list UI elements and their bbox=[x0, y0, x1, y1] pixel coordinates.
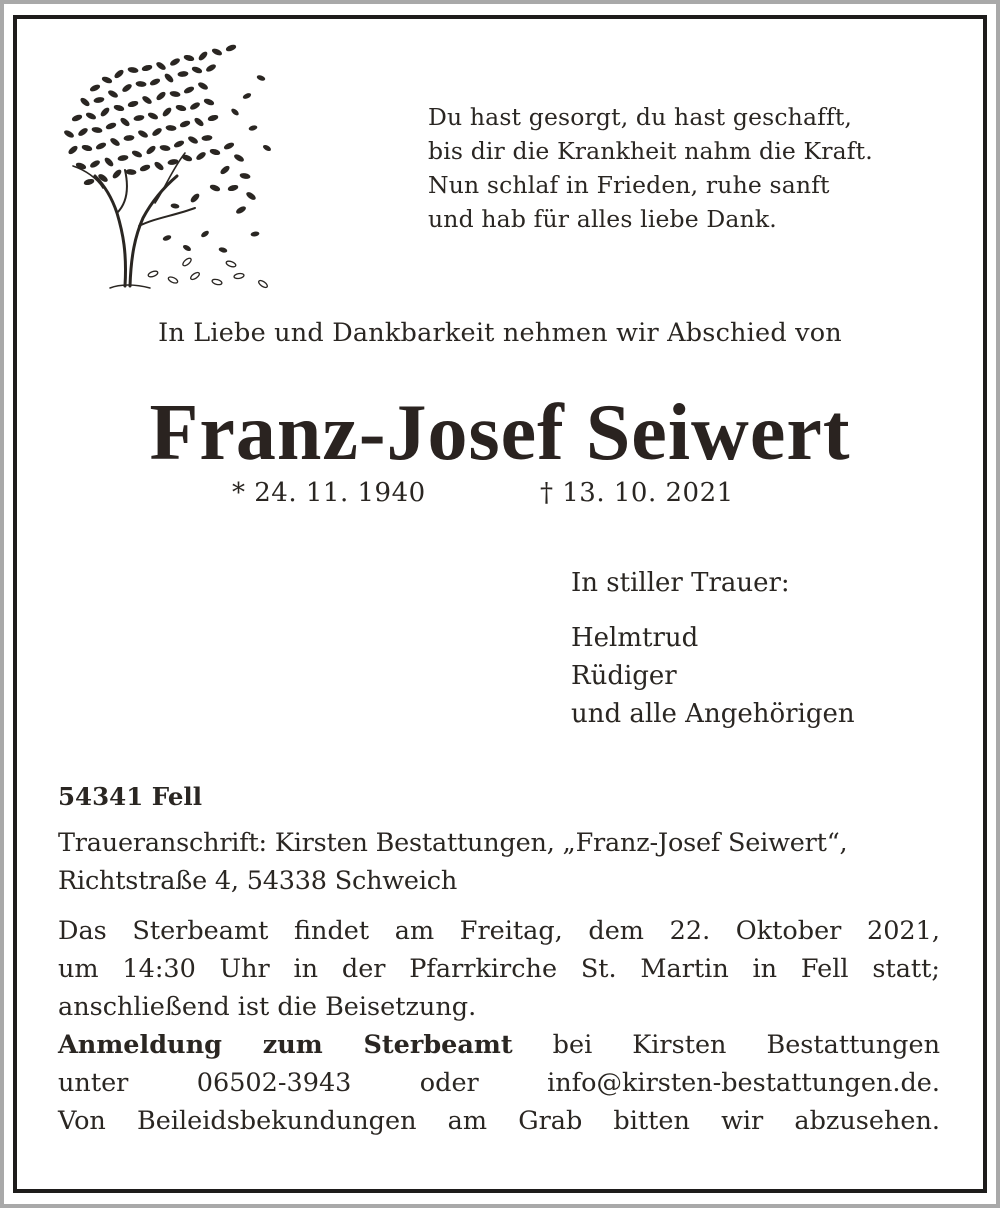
service-line: anschließend ist die Beisetzung. bbox=[58, 992, 477, 1022]
mourner-name: und alle Angehörigen bbox=[571, 699, 855, 729]
address-line: Richtstraße 4, 54338 Schweich bbox=[58, 866, 458, 896]
death-date: † 13. 10. 2021 bbox=[540, 478, 734, 508]
mourning-address bbox=[58, 824, 847, 900]
birth-date: * 24. 11. 1940 bbox=[232, 478, 426, 508]
poem-line: Du hast gesorgt, du hast geschafft, bbox=[428, 103, 853, 131]
mourners-block bbox=[571, 565, 855, 733]
mourner-name: Helmtrud bbox=[571, 623, 699, 653]
poem-line: und hab für alles liebe Dank. bbox=[428, 205, 777, 233]
service-line: um 14:30 Uhr in der Pfarrkirche St. Martin in Fell statt; bbox=[58, 954, 940, 984]
place: 54341 Fell bbox=[58, 782, 203, 811]
service-line: Das Sterbeamt findet am Freitag, dem 22. Oktober 2021, bbox=[58, 916, 940, 946]
service-registration-line bbox=[58, 1026, 940, 1064]
mourners-label: In stiller Trauer: bbox=[571, 568, 790, 598]
deceased-name: Franz-Josef Seiwert bbox=[149, 389, 851, 477]
farewell-intro: In Liebe und Dankbarkeit nehmen wir Abschied von bbox=[158, 318, 842, 348]
address-line: Traueranschrift: Kirsten Bestattungen, „Franz-Josef Seiwert“, bbox=[58, 828, 848, 858]
registration-label: Anmeldung zum Sterbeamt bbox=[58, 1030, 513, 1060]
contact-line: unter 06502-3943 oder info@kirsten-bestattungen.de. bbox=[58, 1068, 940, 1098]
tree-icon bbox=[55, 38, 280, 298]
service-line: Von Beileidsbekundungen am Grab bitten wir abzusehen. bbox=[58, 1106, 940, 1136]
poem-line: bis dir die Krankheit nahm die Kraft. bbox=[428, 137, 873, 165]
service-info bbox=[58, 912, 940, 1140]
mourner-name: Rüdiger bbox=[571, 661, 677, 691]
poem-line: Nun schlaf in Frieden, ruhe sanft bbox=[428, 171, 830, 199]
registration-text: bei Kirsten Bestattungen bbox=[552, 1030, 941, 1060]
poem bbox=[428, 100, 873, 236]
